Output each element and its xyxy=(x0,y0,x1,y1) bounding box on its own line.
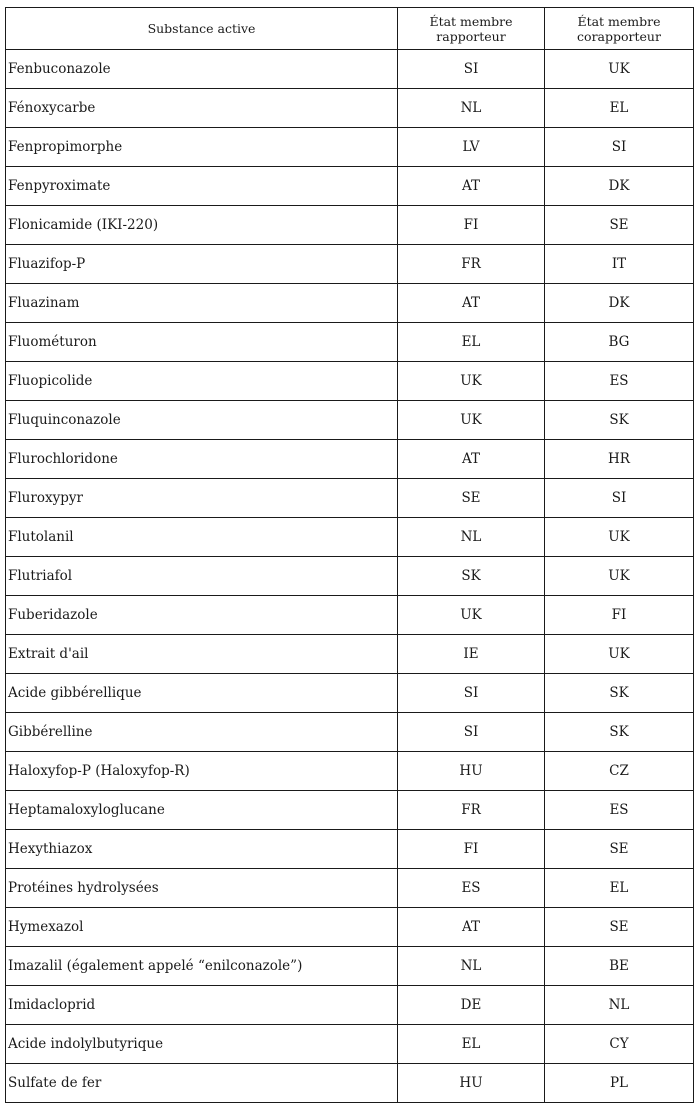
cell-rapporteur: SI xyxy=(398,674,545,713)
cell-corapporteur: ES xyxy=(545,362,694,401)
cell-substance: Fuberidazole xyxy=(6,596,398,635)
cell-rapporteur: FR xyxy=(398,245,545,284)
table-row xyxy=(6,947,694,986)
table-row xyxy=(6,986,694,1025)
cell-substance: Sulfate de fer xyxy=(6,1064,398,1103)
cell-corapporteur: SE xyxy=(545,908,694,947)
cell-substance: Gibbérelline xyxy=(6,713,398,752)
table-row xyxy=(6,752,694,791)
table-row xyxy=(6,440,694,479)
table-row xyxy=(6,323,694,362)
cell-corapporteur: DK xyxy=(545,284,694,323)
table-row xyxy=(6,50,694,89)
cell-substance: Protéines hydrolysées xyxy=(6,869,398,908)
header-rapporteur: État membre rapporteur xyxy=(398,8,545,50)
table-row xyxy=(6,713,694,752)
cell-rapporteur: SK xyxy=(398,557,545,596)
cell-rapporteur: NL xyxy=(398,89,545,128)
cell-rapporteur: SI xyxy=(398,713,545,752)
cell-corapporteur: ES xyxy=(545,791,694,830)
table-row xyxy=(6,518,694,557)
table-row xyxy=(6,245,694,284)
cell-substance: Flutolanil xyxy=(6,518,398,557)
cell-rapporteur: FR xyxy=(398,791,545,830)
cell-substance: Flutriafol xyxy=(6,557,398,596)
cell-corapporteur: SK xyxy=(545,674,694,713)
cell-substance: Fluroxypyr xyxy=(6,479,398,518)
substances-table-container xyxy=(5,7,693,1103)
substances-table xyxy=(5,7,694,1103)
table-row xyxy=(6,908,694,947)
cell-substance: Hymexazol xyxy=(6,908,398,947)
cell-rapporteur: NL xyxy=(398,947,545,986)
cell-corapporteur: SE xyxy=(545,830,694,869)
cell-corapporteur: UK xyxy=(545,635,694,674)
cell-substance: Haloxyfop-P (Haloxyfop-R) xyxy=(6,752,398,791)
cell-rapporteur: IE xyxy=(398,635,545,674)
cell-substance: Fluopicolide xyxy=(6,362,398,401)
cell-corapporteur: UK xyxy=(545,518,694,557)
cell-corapporteur: SI xyxy=(545,128,694,167)
table-row xyxy=(6,89,694,128)
table-row xyxy=(6,1064,694,1103)
cell-rapporteur: FI xyxy=(398,206,545,245)
cell-rapporteur: EL xyxy=(398,323,545,362)
cell-corapporteur: SK xyxy=(545,401,694,440)
cell-substance: Fluazinam xyxy=(6,284,398,323)
cell-rapporteur: AT xyxy=(398,167,545,206)
table-row xyxy=(6,791,694,830)
header-corapporteur-line2: corapporteur xyxy=(577,28,661,44)
cell-rapporteur: UK xyxy=(398,362,545,401)
cell-rapporteur: FI xyxy=(398,830,545,869)
cell-rapporteur: SE xyxy=(398,479,545,518)
cell-substance: Fluométuron xyxy=(6,323,398,362)
table-row xyxy=(6,206,694,245)
table-row xyxy=(6,401,694,440)
cell-corapporteur: DK xyxy=(545,167,694,206)
header-corapporteur xyxy=(545,8,694,50)
cell-rapporteur: ES xyxy=(398,869,545,908)
table-row xyxy=(6,1025,694,1064)
table-row xyxy=(6,479,694,518)
cell-corapporteur: FI xyxy=(545,596,694,635)
cell-corapporteur: PL xyxy=(545,1064,694,1103)
cell-rapporteur: UK xyxy=(398,596,545,635)
cell-substance: Flurochloridone xyxy=(6,440,398,479)
header-row xyxy=(6,8,694,50)
cell-rapporteur: SI xyxy=(398,50,545,89)
cell-rapporteur: EL xyxy=(398,1025,545,1064)
cell-substance: Acide indolylbutyrique xyxy=(6,1025,398,1064)
cell-corapporteur: BE xyxy=(545,947,694,986)
cell-substance: Heptamaloxyloglucane xyxy=(6,791,398,830)
cell-substance: Fenpyroximate xyxy=(6,167,398,206)
cell-substance: Fénoxycarbe xyxy=(6,89,398,128)
table-row xyxy=(6,557,694,596)
cell-rapporteur: HU xyxy=(398,1064,545,1103)
cell-substance: Acide gibbérellique xyxy=(6,674,398,713)
table-row xyxy=(6,362,694,401)
cell-substance: Fluazifop-P xyxy=(6,245,398,284)
header-corapporteur-line1: État membre xyxy=(577,13,661,29)
cell-substance: Hexythiazox xyxy=(6,830,398,869)
cell-corapporteur: CY xyxy=(545,1025,694,1064)
cell-corapporteur: EL xyxy=(545,869,694,908)
table-header xyxy=(6,8,694,50)
cell-corapporteur: HR xyxy=(545,440,694,479)
cell-substance: Fluquinconazole xyxy=(6,401,398,440)
table-row xyxy=(6,830,694,869)
cell-corapporteur: NL xyxy=(545,986,694,1025)
cell-corapporteur: SE xyxy=(545,206,694,245)
cell-rapporteur: NL xyxy=(398,518,545,557)
cell-corapporteur: CZ xyxy=(545,752,694,791)
cell-substance: Fenbuconazole xyxy=(6,50,398,89)
cell-corapporteur: IT xyxy=(545,245,694,284)
table-body xyxy=(6,50,694,1103)
cell-substance: Extrait d'ail xyxy=(6,635,398,674)
cell-corapporteur: SK xyxy=(545,713,694,752)
table-row xyxy=(6,674,694,713)
cell-corapporteur: SI xyxy=(545,479,694,518)
table-row xyxy=(6,167,694,206)
cell-rapporteur: HU xyxy=(398,752,545,791)
cell-corapporteur: BG xyxy=(545,323,694,362)
cell-corapporteur: EL xyxy=(545,89,694,128)
cell-rapporteur: AT xyxy=(398,908,545,947)
cell-corapporteur: UK xyxy=(545,50,694,89)
table-row xyxy=(6,635,694,674)
cell-rapporteur: UK xyxy=(398,401,545,440)
cell-rapporteur: AT xyxy=(398,440,545,479)
table-row xyxy=(6,869,694,908)
header-substance: Substance active xyxy=(6,8,398,50)
cell-substance: Flonicamide (IKI-220) xyxy=(6,206,398,245)
cell-corapporteur: UK xyxy=(545,557,694,596)
cell-rapporteur: DE xyxy=(398,986,545,1025)
cell-rapporteur: AT xyxy=(398,284,545,323)
cell-substance: Imazalil (également appelé “enilconazole”) xyxy=(6,947,398,986)
table-row xyxy=(6,284,694,323)
cell-substance: Imidacloprid xyxy=(6,986,398,1025)
cell-substance: Fenpropimorphe xyxy=(6,128,398,167)
table-row xyxy=(6,128,694,167)
cell-rapporteur: LV xyxy=(398,128,545,167)
table-row xyxy=(6,596,694,635)
